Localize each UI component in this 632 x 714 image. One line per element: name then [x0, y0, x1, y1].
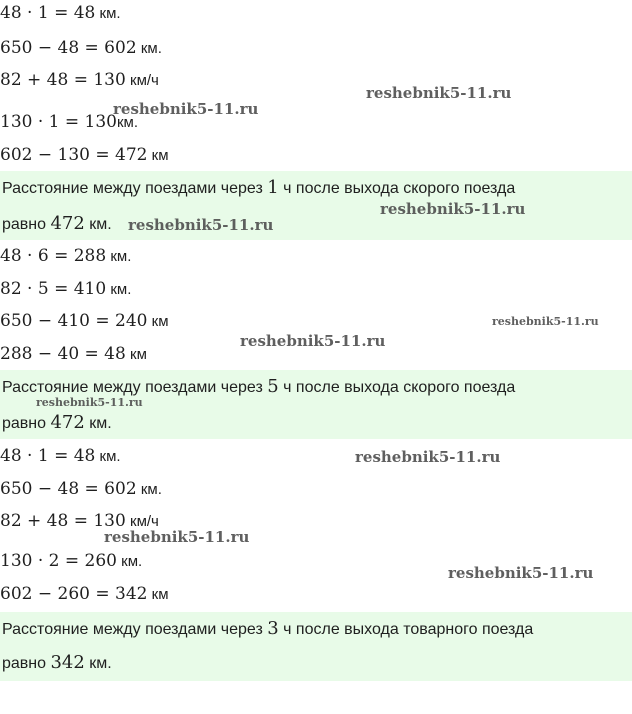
watermark-logo: reshebnik5-11.ru — [448, 564, 594, 582]
answer-line: равно 342 км. — [2, 652, 112, 673]
answer-distance: 472 — [50, 213, 85, 234]
calc-line-1 — [0, 0, 121, 28]
expression: 288 − 40 = 48 — [0, 344, 126, 364]
expression: 82 + 48 = 130 — [0, 511, 126, 531]
unit: км. — [121, 553, 143, 570]
unit: км — [151, 313, 169, 330]
calc-line-7 — [0, 274, 131, 304]
calc-line-11 — [0, 474, 162, 504]
watermark-logo: reshebnik5-11.ru — [128, 216, 274, 234]
watermark-logo: reshebnik5-11.ru — [240, 332, 386, 350]
calc-line-5 — [0, 140, 169, 170]
calc-line-13 — [0, 546, 142, 576]
answer-box-3 — [0, 612, 632, 681]
calc-line-2 — [0, 33, 162, 63]
unit: км/ч — [130, 72, 159, 89]
unit: км. — [140, 481, 162, 498]
unit: км. — [140, 40, 162, 57]
expression: 82 + 48 = 130 — [0, 70, 126, 90]
expression: 48 · 6 = 288 — [0, 246, 107, 266]
calc-line-9 — [0, 339, 147, 369]
watermark-logo: reshebnik5-11.ru — [113, 100, 259, 118]
unit: км. — [110, 281, 132, 298]
expression: 650 − 48 = 602 — [0, 479, 137, 499]
unit: км — [151, 147, 169, 164]
calc-line-8 — [0, 306, 169, 336]
answer-hours: 1 — [267, 177, 279, 198]
watermark-logo: reshebnik5-11.ru — [380, 200, 526, 218]
unit: км — [151, 586, 169, 603]
expression: 650 − 48 = 602 — [0, 38, 137, 58]
calc-line-14 — [0, 579, 169, 609]
expression: 48 · 1 = 48 — [0, 446, 96, 466]
answer-hours: 3 — [267, 618, 279, 639]
expression: 48 · 1 = 48 — [0, 3, 96, 23]
expression: 602 − 130 = 472 — [0, 145, 148, 165]
answer-hours: 5 — [267, 376, 279, 397]
unit: км. — [110, 248, 132, 265]
answer-distance: 472 — [50, 412, 85, 433]
answer-distance: 342 — [50, 652, 85, 673]
calc-line-3 — [0, 65, 159, 95]
watermark-logo: reshebnik5-11.ru — [355, 448, 501, 466]
unit: км. — [116, 114, 139, 131]
unit: км — [130, 346, 147, 363]
watermark-logo: reshebnik5-11.ru — [366, 84, 512, 102]
unit: км/ч — [130, 513, 159, 530]
watermark-logo: reshebnik5-11.ru — [36, 396, 143, 409]
calc-line-6 — [0, 241, 131, 271]
expression: 650 − 410 = 240 — [0, 311, 148, 331]
calc-line-10 — [0, 441, 121, 471]
watermark-logo: reshebnik5-11.ru — [104, 528, 250, 546]
answer-box-1 — [0, 171, 632, 240]
expression: 130 · 2 = 260 — [0, 551, 117, 571]
unit: км. — [99, 448, 121, 465]
answer-line: равно 472 км. — [2, 213, 112, 234]
answer-line: Расстояние между поездами через 1 ч после выхода скорого поезда — [2, 177, 516, 198]
unit: км. — [99, 5, 121, 22]
expression: 130 · 1 = 130 — [0, 112, 117, 132]
answer-line: Расстояние между поездами через 3 ч после выхода товарного поезда — [2, 618, 534, 639]
expression: 602 − 260 = 342 — [0, 584, 148, 604]
watermark-logo: reshebnik5-11.ru — [492, 315, 599, 328]
answer-line: равно 472 км. — [2, 412, 112, 433]
answer-line: Расстояние между поездами через 5 ч после выхода скорого поезда — [2, 376, 516, 397]
expression: 82 · 5 = 410 — [0, 279, 107, 299]
